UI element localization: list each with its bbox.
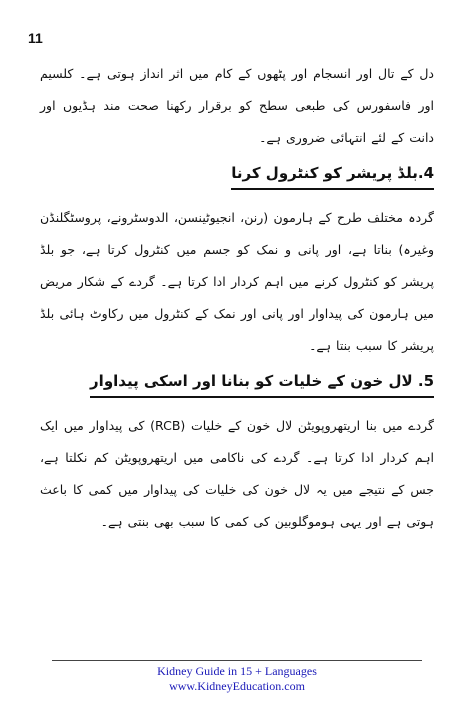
paragraph-red-blood-cells: گردے میں بنا اریتھروپویٹن لال خون کے خلیات (RCB) کی پیداوار میں ایک اہم کردار ادا کرتا ہے۔ گردے کی ناکامی میں اریتھروپویٹن کم نکلتا ہے، جس کے نتیجے میں یہ لال خون کی خلیات کی پیداوار میں کمی کا باعث ہوتی ہے اور یہی ہوموگلوبین کی کمی کا سبب بھی بنتی ہے۔ [40,418,434,529]
heading-row-blood-pressure [40,160,434,190]
page-number: 11 [28,30,43,46]
footer-title: Kidney Guide in 15 + Languages [157,664,317,678]
footer-website: www.KidneyEducation.com [169,679,305,693]
page-content [40,58,434,538]
section-heading-blood-pressure: 4.بلڈ پریشر کو کنٹرول کرنا [231,160,434,190]
footer-divider [52,660,422,661]
paragraph-minerals: دل کے تال اور انسجام اور پٹھوں کے کام میں اثر انداز ہوتی ہے۔ کلسیم اور فاسفورس کی طبعی سطح کو برقرار رکھنا صحت مند ہڈیوں اور دانت کے لئے انتہائی ضروری ہے۔ [40,66,434,145]
paragraph-blood-pressure: گردہ مختلف طرح کے ہارمون (رنن، انجیوٹینسن، الدوسٹرونے، پروسٹگلنڈن وغیرہ) بناتا ہے، اور پانی و نمک کو جسم میں کنٹرول کرتا ہے، جو بلڈ پریشر کو کنٹرول کرنے میں اہم کردار ادا کرتا ہے۔ گردے کے شکار مریض میں ہارمون کی پیداوار اور پانی اور نمک کے کنٹرول میں رکاوٹ ہائی بلڈ پریشر کا سبب بنتا ہے۔ [40,210,434,353]
section-heading-red-blood-cells: 5. لال خون کے خلیات کو بنانا اور اسکی پیداوار [90,368,434,398]
footer [0,664,474,694]
heading-row-red-blood-cells [40,368,434,398]
